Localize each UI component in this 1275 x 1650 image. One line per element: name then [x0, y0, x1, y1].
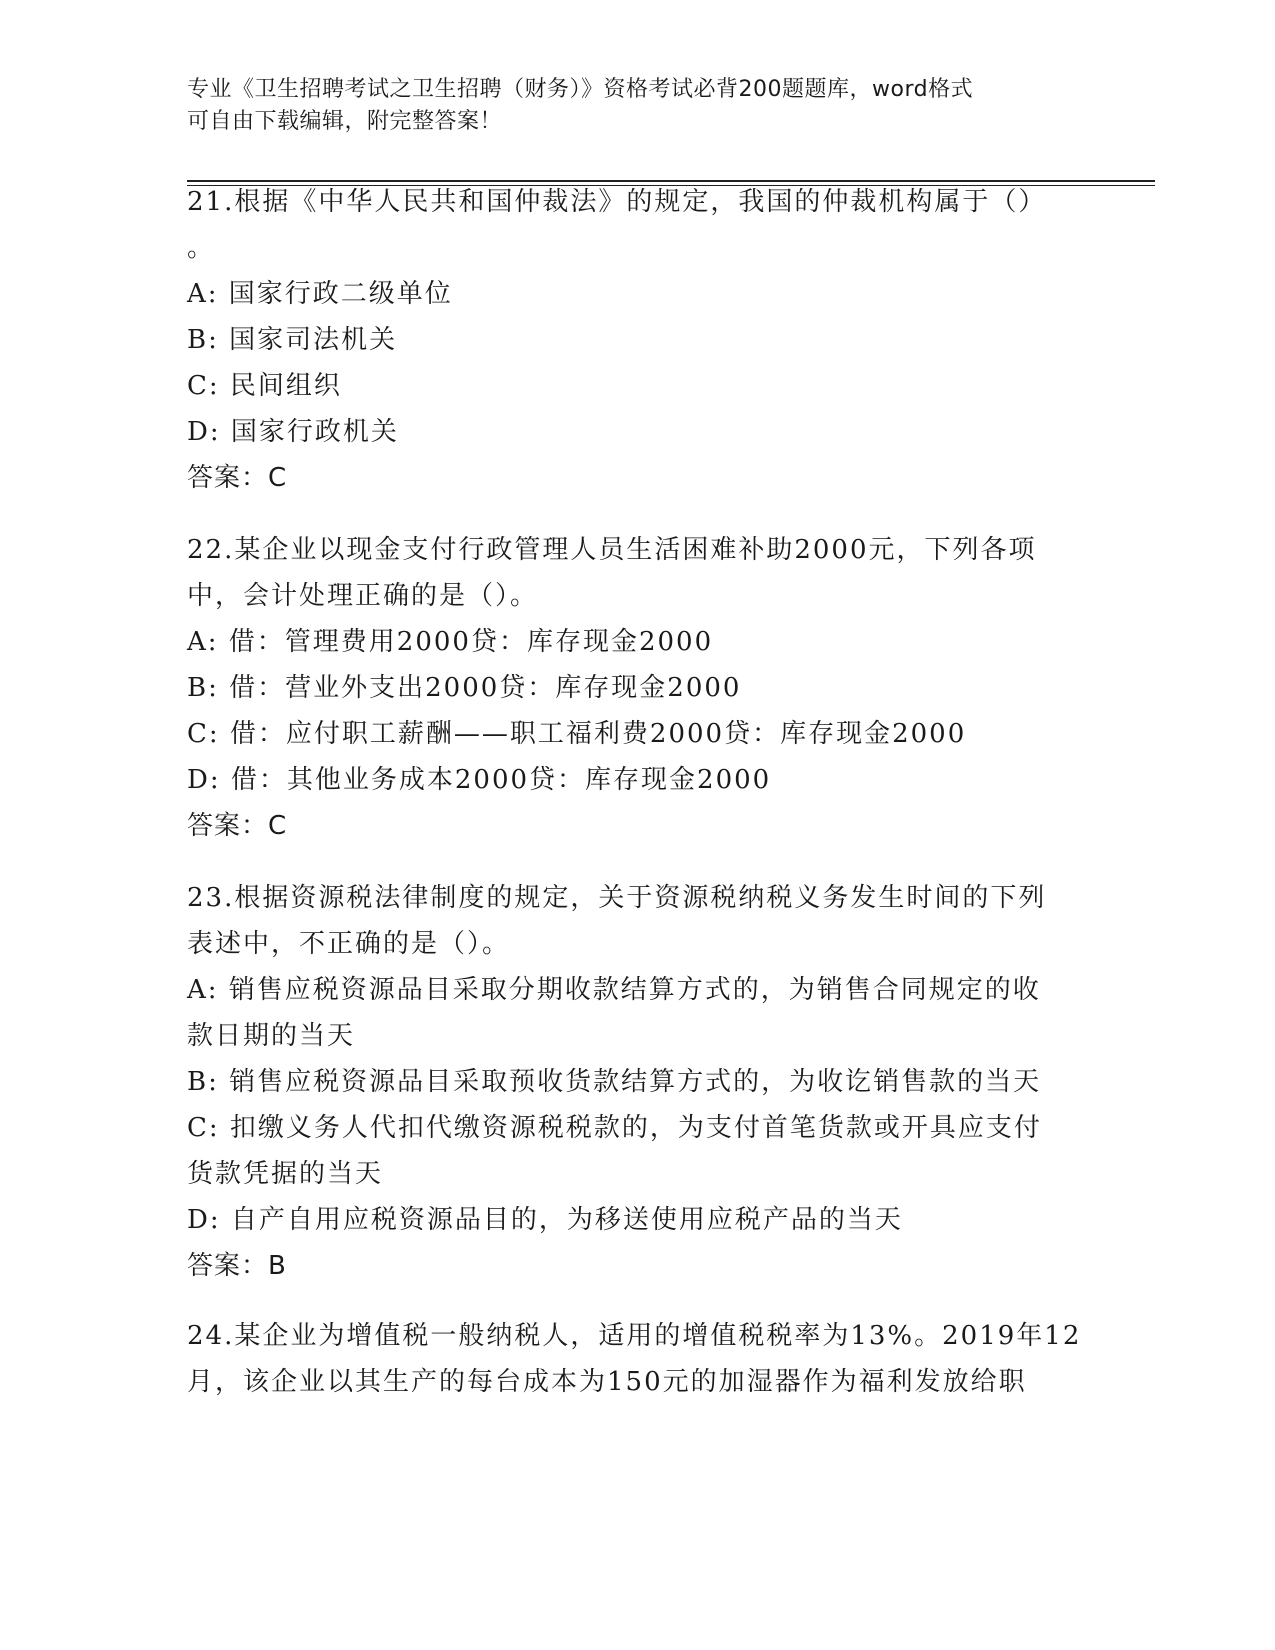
option-d: D: 借：其他业务成本2000贷：库存现金2000 [187, 765, 772, 795]
option-c: C: 借：应付职工薪酬——职工福利费2000贷：库存现金2000 [187, 719, 967, 749]
question-stem-line: 23.根据资源税法律制度的规定，关于资源税纳税义务发生时间的下列 [187, 883, 1047, 913]
answer-label: 答案： [187, 463, 269, 493]
header-line-2: 可自由下载编辑，附完整答案！ [187, 109, 503, 134]
question-stem-line: 中，会计处理正确的是（）。 [187, 581, 539, 611]
option-c-continued: 货款凭据的当天 [187, 1159, 384, 1189]
option-d: D: 自产自用应税资源品目的，为移送使用应税产品的当天 [187, 1205, 903, 1235]
option-a: A: 借：管理费用2000贷：库存现金2000 [187, 627, 714, 657]
document-header [187, 74, 1067, 138]
question-23 [187, 875, 1067, 1289]
answer-value: C [268, 811, 288, 841]
question-stem-line: 24.某企业为增值税一般纳税人，适用的增值税税率为13%。2019年12 [187, 1321, 1082, 1351]
option-a-continued: 款日期的当天 [187, 1021, 356, 1051]
option-a: A: 销售应税资源品目采取分期收款结算方式的，为销售合同规定的收 [187, 975, 1041, 1005]
answer-label: 答案： [187, 1251, 269, 1281]
option-b: B: 国家司法机关 [187, 325, 398, 355]
question-22 [187, 527, 1067, 849]
question-24 [187, 1313, 1082, 1405]
header-line-1: 专业《卫生招聘考试之卫生招聘（财务）》资格考试必背200题题库，word格式 [187, 77, 974, 102]
answer-value: C [268, 463, 288, 493]
answer-value: B [268, 1251, 287, 1281]
question-stem-line: 22.某企业以现金支付行政管理人员生活困难补助2000元，下列各项 [187, 535, 1037, 565]
option-c: C: 扣缴义务人代扣代缴资源税税款的，为支付首笔货款或开具应支付 [187, 1113, 1042, 1143]
answer-line [187, 803, 1067, 849]
option-b: B: 销售应税资源品目采取预收货款结算方式的，为收讫销售款的当天 [187, 1067, 1042, 1097]
option-c: C: 民间组织 [187, 371, 342, 401]
option-d: D: 国家行政机关 [187, 417, 399, 447]
answer-line [187, 1243, 1067, 1289]
question-stem-line: 月，该企业以其生产的每台成本为150元的加湿器作为福利发放给职 [187, 1367, 1027, 1397]
question-21 [187, 179, 1067, 501]
answer-label: 答案： [187, 811, 269, 841]
question-stem-line: 。 [187, 233, 216, 263]
question-stem-line: 表述中，不正确的是（）。 [187, 929, 511, 959]
question-stem-line: 21.根据《中华人民共和国仲裁法》的规定，我国的仲裁机构属于（） [187, 187, 1047, 217]
option-a: A: 国家行政二级单位 [187, 279, 453, 309]
option-b: B: 借：营业外支出2000贷：库存现金2000 [187, 673, 742, 703]
answer-line [187, 455, 1067, 501]
